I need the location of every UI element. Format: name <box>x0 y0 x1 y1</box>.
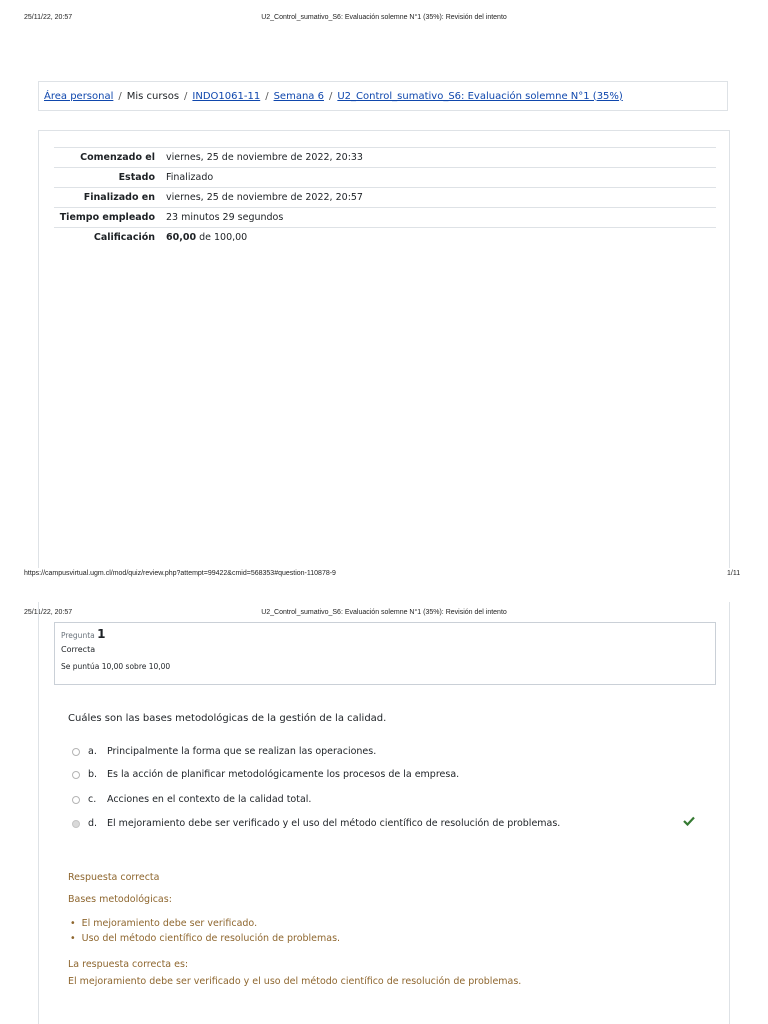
correct-answer-text: El mejoramiento debe ser verificado y el uso del método científico de resolución de problemas. <box>68 976 522 987</box>
question-text: Cuáles son las bases metodológicas de la gestión de la calidad. <box>68 713 387 724</box>
feedback-subtitle: Bases metodológicas: <box>68 894 172 905</box>
answer-text: Es la acción de planificar metodológicamente los procesos de la empresa. <box>107 769 460 780</box>
breadcrumb-quiz[interactable]: U2_Control_sumativo_S6: Evaluación solemne N°1 (35%) <box>337 90 623 102</box>
summary-label: Tiempo empleado <box>59 212 155 223</box>
breadcrumb-separator: / <box>328 90 333 102</box>
correct-check-icon <box>683 816 695 826</box>
question-grade: Se puntúa 10,00 sobre 10,00 <box>61 662 171 671</box>
feedback-title: Respuesta correcta <box>68 872 160 883</box>
correct-answer-label: La respuesta correcta es: <box>68 959 189 970</box>
grade-value: 60,00 <box>166 232 197 243</box>
question-number: 1 <box>97 627 106 641</box>
question-number-line <box>61 627 709 641</box>
summary-value <box>160 228 716 248</box>
summary-row-time <box>54 208 716 228</box>
breadcrumb-course[interactable]: INDO1061-11 <box>192 90 261 102</box>
summary-label: Estado <box>118 172 155 183</box>
answer-option-a <box>72 746 376 757</box>
question-state: Correcta <box>61 645 96 654</box>
breadcrumb-area-personal[interactable]: Área personal <box>44 90 114 102</box>
radio-button[interactable] <box>72 748 80 756</box>
breadcrumb-week[interactable]: Semana 6 <box>273 90 324 102</box>
radio-button[interactable] <box>72 796 80 804</box>
summary-row-grade <box>54 228 716 248</box>
summary-value: viernes, 25 de noviembre de 2022, 20:57 <box>166 192 363 203</box>
answer-option-d <box>72 818 560 829</box>
summary-label: Finalizado en <box>83 192 155 203</box>
answer-letter: c. <box>88 794 97 805</box>
list-item: • Uso del método científico de resolución de problemas. <box>70 931 340 946</box>
list-item: • El mejoramiento debe ser verificado. <box>70 916 340 931</box>
print-doc-title: U2_Control_sumativo_S6: Evaluación solemne N°1 (35%): Revisión del intento <box>261 14 507 21</box>
print-datetime: 25/11/22, 20:57 <box>24 14 73 21</box>
summary-value: 23 minutos 29 segundos <box>166 212 284 223</box>
answer-letter: a. <box>88 746 97 757</box>
summary-row-started <box>54 148 716 168</box>
answer-text: Acciones en el contexto de la calidad total. <box>107 794 312 805</box>
answer-letter: d. <box>88 818 98 829</box>
answer-letter: b. <box>88 769 98 780</box>
summary-value: viernes, 25 de noviembre de 2022, 20:33 <box>166 152 363 163</box>
grade-suffix: de 100,00 <box>199 232 248 243</box>
feedback-list <box>70 916 340 946</box>
breadcrumb-separator: / <box>184 90 188 102</box>
print-datetime: 25/11/22, 20:57 <box>24 609 73 616</box>
question-prefix: Pregunta <box>61 631 95 640</box>
summary-label: Calificación <box>93 232 155 243</box>
answer-option-c <box>72 794 311 805</box>
print-page-number: 1/11 <box>727 570 741 577</box>
answer-option-b <box>72 769 459 780</box>
question-info <box>54 622 716 685</box>
page-break <box>0 588 768 602</box>
summary-label: Comenzado el <box>80 152 155 163</box>
breadcrumb-separator: / <box>265 90 269 102</box>
radio-button-selected[interactable] <box>72 820 80 828</box>
summary-row-state <box>54 168 716 188</box>
summary-row-finished <box>54 188 716 208</box>
summary-value: Finalizado <box>166 172 214 183</box>
answer-text: El mejoramiento debe ser verificado y el uso del método científico de resolución de problemas. <box>107 818 561 829</box>
answer-text: Principalmente la forma que se realizan las operaciones. <box>107 746 377 757</box>
attempt-summary-table <box>54 147 716 247</box>
radio-button[interactable] <box>72 771 80 779</box>
breadcrumb-mis-cursos: Mis cursos <box>126 90 180 102</box>
print-url: https://campusvirtual.ugm.cl/mod/quiz/review.php?attempt=99422&cmid=568353#question-110878-9 <box>24 570 336 577</box>
breadcrumb-separator: / <box>118 90 122 102</box>
breadcrumb <box>38 81 728 111</box>
print-doc-title: U2_Control_sumativo_S6: Evaluación solemne N°1 (35%): Revisión del intento <box>261 609 507 616</box>
